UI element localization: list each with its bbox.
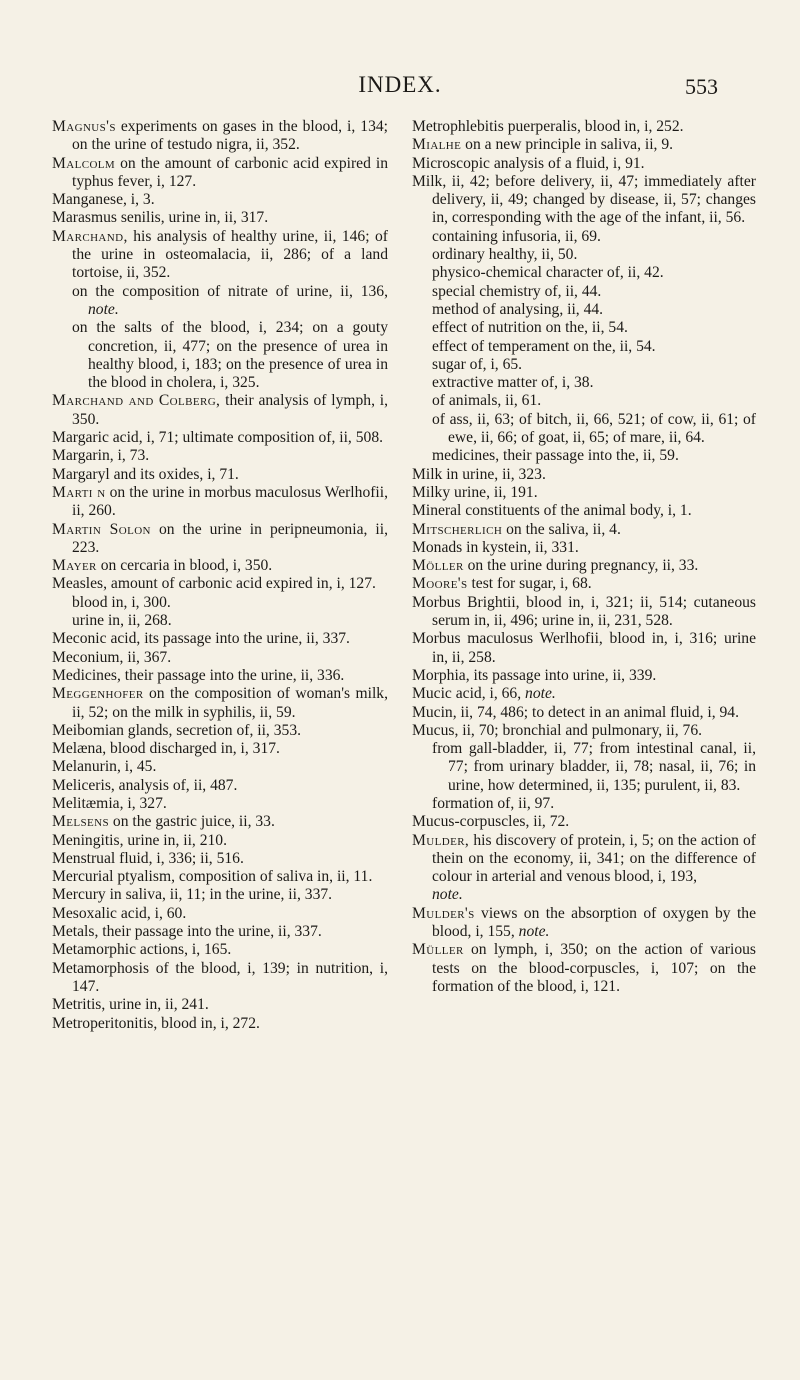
- index-entry: [52, 685, 388, 722]
- entry-text: urine in, ii, 268.: [72, 612, 172, 630]
- index-entry: [52, 630, 388, 648]
- entry-text: Mesoxalic acid, i, 60.: [52, 904, 187, 922]
- entry-heading: Mulder,: [412, 831, 470, 849]
- index-entry: [412, 905, 756, 942]
- entry-heading: Moore's: [412, 575, 468, 593]
- entry-text: Medicines, their passage into the urine, ii, 336.: [52, 666, 345, 684]
- entry-text: Microscopic analysis of a fluid, i, 91.: [412, 154, 645, 172]
- entry-text: formation of, ii, 97.: [432, 794, 555, 812]
- entry-text: Measles, amount of carbonic acid expired in, i, 127.: [52, 575, 376, 593]
- index-entry: [412, 685, 756, 703]
- index-entry: [52, 832, 388, 850]
- entry-text: Mucus-corpuscles, ii, 72.: [412, 813, 570, 831]
- entry-heading: Müller: [412, 941, 464, 959]
- index-entry: [52, 667, 388, 685]
- entry-heading: Mulder's: [412, 904, 475, 922]
- index-subentry: [412, 228, 756, 246]
- index-entry: [52, 484, 388, 521]
- index-subentry: [52, 283, 388, 320]
- index-entry: [52, 850, 388, 868]
- index-entry: [412, 667, 756, 685]
- index-entry: [412, 813, 756, 831]
- index-entry: [52, 886, 388, 904]
- entry-heading: Marchand,: [52, 227, 128, 245]
- entry-heading: Mayer: [52, 557, 97, 575]
- entry-text: Mucus, ii, 70; bronchial and pulmonary, ii, 76.: [412, 721, 703, 739]
- entry-text: Mucic acid, i, 66,: [412, 685, 522, 703]
- entry-text: Metamorphosis of the blood, i, 139; in nutrition, i, 147.: [52, 959, 388, 995]
- index-entry: [52, 557, 388, 575]
- entry-heading: Marchand and Colberg,: [52, 392, 221, 410]
- entry-note: note.: [525, 685, 556, 703]
- index-entry: [52, 758, 388, 776]
- entry-text: Meningitis, urine in, ii, 210.: [52, 831, 227, 849]
- index-entry: [412, 630, 756, 667]
- index-entry: [412, 484, 756, 502]
- index-entry: [52, 209, 388, 227]
- entry-text: Metroperitonitis, blood in, i, 272.: [52, 1014, 260, 1032]
- entry-text: their analysis of lymph, i, 350.: [72, 392, 388, 428]
- index-entry: [52, 795, 388, 813]
- index-entry: [52, 813, 388, 831]
- entry-text: ordinary healthy, ii, 50.: [432, 246, 578, 264]
- entry-text: Morbus maculosus Werlhofii, blood in, i, 316; urine in, ii, 258.: [412, 630, 756, 666]
- index-entry: [412, 539, 756, 557]
- entry-text: Morphia, its passage into urine, ii, 339.: [412, 666, 657, 684]
- entry-text: containing infusoria, ii, 69.: [432, 227, 601, 245]
- index-entry: [412, 832, 756, 905]
- index-entry: [52, 905, 388, 923]
- entry-text: effect of temperament on the, ii, 54.: [432, 337, 656, 355]
- index-entry: [412, 136, 756, 154]
- index-subentry: [52, 612, 388, 630]
- entry-text: on the urine during pregnancy, ii, 33.: [463, 557, 699, 575]
- entry-text: Meibomian glands, secretion of, ii, 353.: [52, 721, 302, 739]
- entry-text: Metamorphic actions, i, 165.: [52, 941, 232, 959]
- entry-text: Meconic acid, its passage into the urine, ii, 337.: [52, 630, 350, 648]
- entry-text: Melitæmia, i, 327.: [52, 794, 167, 812]
- index-entry: [52, 777, 388, 795]
- entry-text: method of analysing, ii, 44.: [432, 300, 604, 318]
- index-entry: [412, 594, 756, 631]
- entry-heading: Mitscherlich: [412, 520, 503, 538]
- entry-text: Morbus Brightii, blood in, i, 321; ii, 514; cutaneous serum in, ii, 496; urine in, ii, 231, 528.: [412, 593, 756, 630]
- index-entry: [52, 740, 388, 758]
- index-entry: [52, 960, 388, 997]
- index-entry: [52, 722, 388, 740]
- entry-text: special chemistry of, ii, 44.: [432, 282, 602, 300]
- entry-text: Meconium, ii, 367.: [52, 648, 172, 666]
- index-entry: [412, 466, 756, 484]
- entry-text: of ass, ii, 63; of bitch, ii, 66, 521; of cow, ii, 61; of ewe, ii, 66; of goat, ii, 65; of mare, ii, 64.: [432, 410, 756, 447]
- entry-text: Marasmus senilis, urine in, ii, 317.: [52, 209, 269, 227]
- entry-text: Milk, ii, 42; before delivery, ii, 47; immediately after delivery, ii, 49; changed by disease, ii, 57; changes in, corresponding with the age of the infant, ii, 56.: [412, 172, 756, 227]
- entry-text: Margarin, i, 73.: [52, 447, 150, 465]
- index-subentry: [412, 338, 756, 356]
- entry-text: Metrophlebitis puerperalis, blood in, i, 252.: [412, 118, 684, 135]
- entry-note: note.: [88, 300, 119, 318]
- index-entry: [412, 118, 756, 136]
- index-entry: [52, 392, 388, 429]
- entry-heading: Martin Solon: [52, 520, 151, 538]
- index-entry: [52, 868, 388, 886]
- entry-heading: Marti n: [52, 483, 106, 501]
- index-entry: [52, 447, 388, 465]
- page-header: [0, 72, 800, 102]
- index-entry: [52, 228, 388, 283]
- index-entry: [52, 941, 388, 959]
- entry-note: note.: [518, 923, 550, 941]
- entry-text: Mineral constituents of the animal body, i, 1.: [412, 502, 692, 520]
- entry-text: Meliceris, analysis of, ii, 487.: [52, 776, 238, 794]
- index-subentry: [412, 795, 756, 813]
- index-entry: [52, 996, 388, 1014]
- entry-heading: Melsens: [52, 813, 110, 831]
- entry-text: on the saliva, ii, 4.: [502, 520, 621, 538]
- entry-text: on the gastric juice, ii, 33.: [109, 813, 275, 831]
- index-entry: [412, 521, 756, 539]
- entry-text: views on the absorption of oxygen by the blood, i, 155,: [432, 904, 756, 941]
- index-subentry: [412, 374, 756, 392]
- entry-text: effect of nutrition on the, ii, 54.: [432, 319, 628, 337]
- index-entry: [52, 429, 388, 447]
- entry-text: on the composition of nitrate of urine, ii, 136,: [72, 282, 388, 300]
- index-subentry: [412, 392, 756, 410]
- entry-text: Milk in urine, ii, 323.: [412, 465, 546, 483]
- entry-text: his analysis of healthy urine, ii, 146; of the urine in osteomalacia, ii, 286; of a land tortoise, ii, 352.: [72, 227, 388, 282]
- entry-text: medicines, their passage into the, ii, 59.: [432, 447, 679, 465]
- entry-text: on the salts of the blood, i, 234; on a gouty concretion, ii, 477; on the presence of urea in healthy blood, i, 183; on the presence of urea in the blood in cholera, i, 325.: [72, 319, 388, 392]
- entry-text: Metals, their passage into the urine, ii, 337.: [52, 923, 322, 941]
- entry-text: his discovery of protein, i, 5; on the action of thein on the economy, ii, 341; on the difference of colour in arterial and venous blood, i, 193,: [432, 831, 756, 886]
- index-column-right: [412, 118, 756, 996]
- entry-text: of animals, ii, 61.: [432, 392, 542, 410]
- index-subentry: [412, 283, 756, 301]
- index-subentry: [412, 264, 756, 282]
- index-entry: [412, 155, 756, 173]
- entry-text: on the composition of woman's milk, ii, 52; on the milk in syphilis, ii, 59.: [72, 685, 388, 721]
- entry-text: Manganese, i, 3.: [52, 191, 155, 209]
- entry-text: Mucin, ii, 74, 486; to detect in an animal fluid, i, 94.: [412, 703, 739, 721]
- entry-text: from gall-bladder, ii, 77; from intestinal canal, ii, 77; from urinary bladder, ii, 78; nasal, ii, 76; in urine, how determined, ii, 135; purulent, ii, 83.: [432, 740, 756, 794]
- entry-heading: Meggenhofer: [52, 685, 144, 703]
- index-subentry: [412, 411, 756, 448]
- entry-text: Melanurin, i, 45.: [52, 758, 157, 776]
- index-entry: [412, 722, 756, 740]
- index-entry: [52, 118, 388, 155]
- entry-text: physico-chemical character of, ii, 42.: [432, 264, 664, 282]
- entry-text: on the urine in morbus maculosus Werlhofii, ii, 260.: [72, 483, 388, 520]
- entry-text: on cercaria in blood, i, 350.: [96, 557, 273, 575]
- entry-heading: Magnus's: [52, 118, 116, 135]
- index-subentry: [412, 356, 756, 374]
- index-entry: [52, 466, 388, 484]
- entry-note: note.: [432, 886, 463, 904]
- entry-text: sugar of, i, 65.: [432, 355, 523, 373]
- entry-text: Metritis, urine in, ii, 241.: [52, 996, 209, 1014]
- entry-text: Margaryl and its oxides, i, 71.: [52, 465, 239, 483]
- index-entry: [52, 575, 388, 593]
- index-entry: [412, 704, 756, 722]
- entry-text: on a new principle in saliva, ii, 9.: [461, 136, 674, 154]
- index-entry: [52, 649, 388, 667]
- index-entry: [52, 155, 388, 192]
- entry-text: Menstrual fluid, i, 336; ii, 516.: [52, 849, 244, 867]
- index-subentry: [412, 246, 756, 264]
- entry-text: experiments on gases in the blood, i, 134; on the urine of testudo nigra, ii, 352.: [72, 118, 388, 154]
- index-entry: [412, 502, 756, 520]
- entry-text: blood in, i, 300.: [72, 593, 171, 611]
- index-entry: [412, 575, 756, 593]
- entry-text: test for sugar, i, 68.: [467, 575, 592, 593]
- index-entry: [52, 1015, 388, 1033]
- index-entry: [52, 923, 388, 941]
- running-title: INDEX.: [358, 72, 442, 97]
- entry-text: Mercury in saliva, ii, 11; in the urine, ii, 337.: [52, 886, 333, 904]
- index-column-left: [52, 118, 388, 1033]
- index-subentry: [412, 319, 756, 337]
- index-entry: [412, 173, 756, 228]
- entry-text: on the amount of carbonic acid expired in typhus fever, i, 127.: [72, 154, 388, 190]
- index-subentry: [412, 447, 756, 465]
- index-subentry: [52, 319, 388, 392]
- entry-text: Melæna, blood discharged in, i, 317.: [52, 740, 280, 758]
- index-subentry: [412, 301, 756, 319]
- entry-text: Mercurial ptyalism, composition of saliva in, ii, 11.: [52, 868, 373, 886]
- entry-text: Monads in kystein, ii, 331.: [412, 538, 579, 556]
- index-entry: [52, 521, 388, 558]
- entry-text: on lymph, i, 350; on the action of various tests on the blood-corpuscles, i, 107; on the formation of the blood, i, 121.: [432, 941, 756, 995]
- entry-text: Milky urine, ii, 191.: [412, 483, 538, 501]
- page-number: 553: [685, 74, 718, 99]
- index-entry: [412, 557, 756, 575]
- index-entry: [412, 941, 756, 996]
- entry-text: on the urine in peripneumonia, ii, 223.: [72, 520, 388, 556]
- entry-heading: Malcolm: [52, 154, 116, 172]
- entry-text: extractive matter of, i, 38.: [432, 374, 594, 392]
- entry-heading: Möller: [412, 557, 464, 575]
- entry-heading: Mialhe: [412, 136, 462, 154]
- entry-text: Margaric acid, i, 71; ultimate composition of, ii, 508.: [52, 429, 384, 447]
- index-subentry: [412, 740, 756, 795]
- index-entry: [52, 191, 388, 209]
- index-subentry: [52, 594, 388, 612]
